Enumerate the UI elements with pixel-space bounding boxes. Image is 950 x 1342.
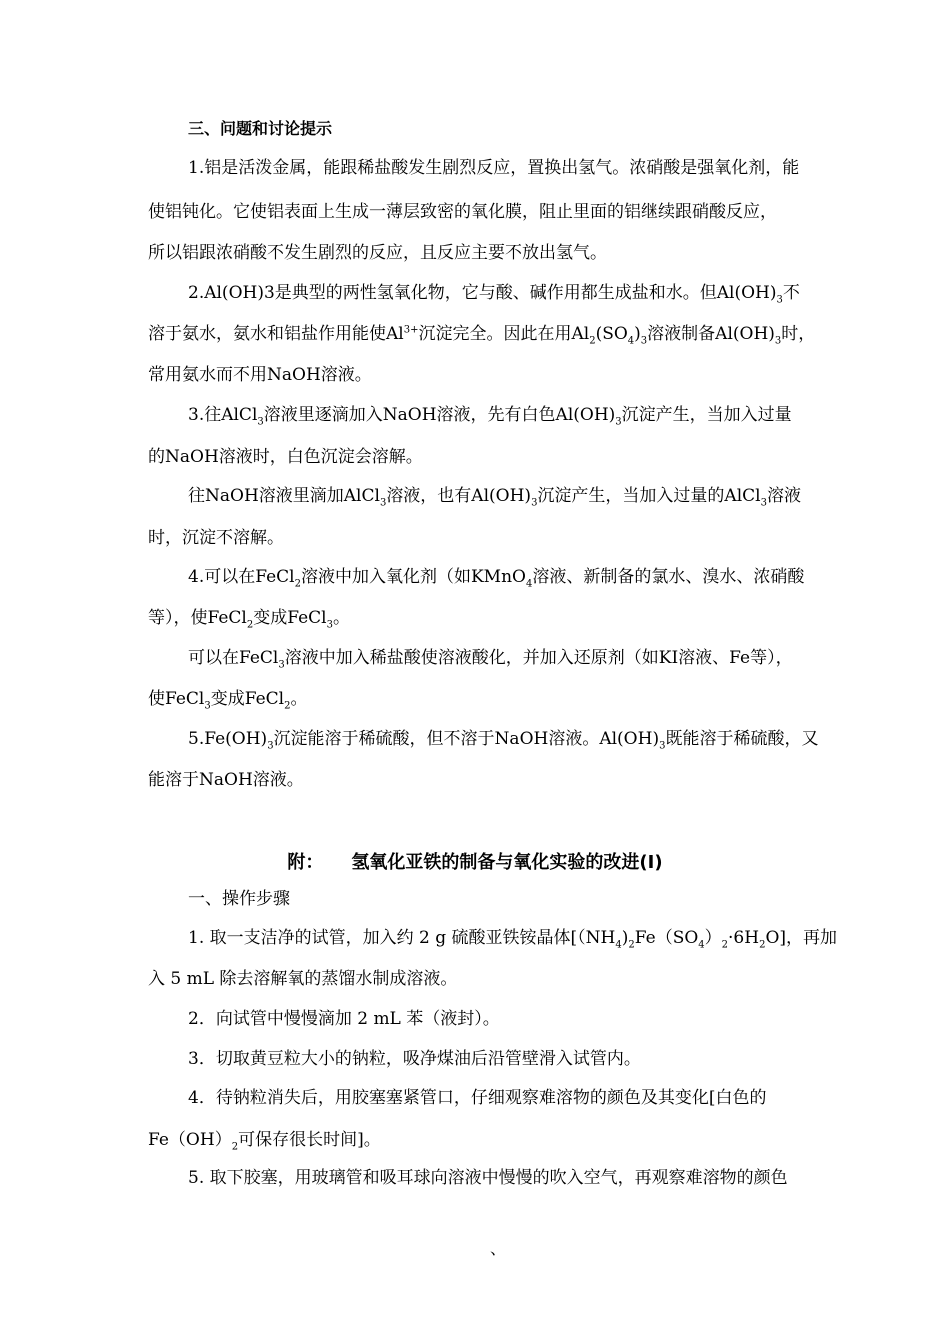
- paragraph-line: 4．待钠粒消失后，用胶塞塞紧管口，仔细观察难溶物的颜色及其变化[白色的: [188, 1088, 767, 1108]
- paragraph-line: 3.往AlCl$_3$溶液里逐滴加入NaOH溶液，先有白色$Al(OH)_3$沉淀产生，当加入过量: [188, 405, 792, 428]
- paragraph-line: 2.Al(OH)3是典型的两性氢氧化物，它与酸、碱作用都生成盐和水。但$Al(OH)_3$不: [188, 283, 800, 306]
- paragraph-line: 常用氨水而不用NaOH溶液。: [148, 365, 372, 385]
- paragraph-line: 能溶于NaOH溶液。: [148, 770, 304, 790]
- paragraph-line: $5.Fe(OH)_3$沉淀能溶于稀硫酸，但不溶于NaOH溶液。$Al(OH)_3$既能溶于稀硫酸，又: [188, 729, 819, 752]
- paragraph-line: 使铝钝化。它使铝表面上生成一薄层致密的氧化膜，阻止里面的铝继续跟硝酸反应，: [148, 202, 777, 222]
- paragraph-line: 往NaOH溶液里滴加AlCl$_3$溶液，也有$Al(OH)_3$沉淀产生，当加入过量的AlCl$_3$溶液: [188, 486, 801, 509]
- paragraph-line: 4.可以在FeCl$_2$溶液中加入氧化剂（如KMnO$_4$溶液、新制备的氯水、溴水、浓硝酸: [188, 567, 805, 590]
- appendix-title: 附： 氢氧化亚铁的制备与氧化实验的改进(Ⅰ): [287, 852, 663, 873]
- paragraph-line: 1. 取一支洁净的试管，加入约 2 g 硫酸亚铁铵晶体$[(NH_4)_2Fe(SO_4)_2\cdot 6H_2O]$，再加: [188, 928, 838, 951]
- paragraph-line: 3．切取黄豆粒大小的钠粒，吸净煤油后沿管壁滑入试管内。: [188, 1049, 641, 1069]
- paragraph-line: 溶于氨水，氨水和铝盐作用能使$Al^{3+}$沉淀完全。因此在用$Al_2(SO_4)_3$溶液制备$Al(OH)_3$时，: [148, 324, 816, 347]
- subsection-heading: 一、操作步骤: [188, 889, 290, 909]
- paragraph-line: 的NaOH溶液时，白色沉淀会溶解。: [148, 447, 423, 467]
- paragraph-line: 等），使FeCl$_2$变成FeCl$_3$。: [148, 608, 350, 631]
- section-heading: 三、问题和讨论提示: [188, 119, 333, 138]
- paragraph-line: 2．向试管中慢慢滴加 2 mL 苯（液封）。: [188, 1009, 500, 1029]
- paragraph-line: 入 5 mL 除去溶解氧的蒸馏水制成溶液。: [148, 969, 458, 989]
- paragraph-line: 使FeCl$_3$变成FeCl$_2$。: [148, 689, 308, 712]
- paragraph-line: 时，沉淀不溶解。: [148, 528, 284, 548]
- page-footer-mark: 、: [490, 1239, 507, 1258]
- paragraph-line: 5. 取下胶塞，用玻璃管和吸耳球向溶液中慢慢的吹入空气，再观察难溶物的颜色: [188, 1168, 788, 1188]
- paragraph-line: 所以铝跟浓硝酸不发生剧烈的反应，且反应主要不放出氢气。: [148, 243, 607, 263]
- paragraph-line: $Fe(OH)_2$可保存很长时间]。: [148, 1130, 381, 1153]
- paragraph-line: 可以在FeCl$_3$溶液中加入稀盐酸使溶液酸化，并加入还原剂（如KI溶液、Fe等），: [188, 648, 793, 671]
- paragraph-line: 1.铝是活泼金属，能跟稀盐酸发生剧烈反应，置换出氢气。浓硝酸是强氧化剂，能: [188, 158, 800, 178]
